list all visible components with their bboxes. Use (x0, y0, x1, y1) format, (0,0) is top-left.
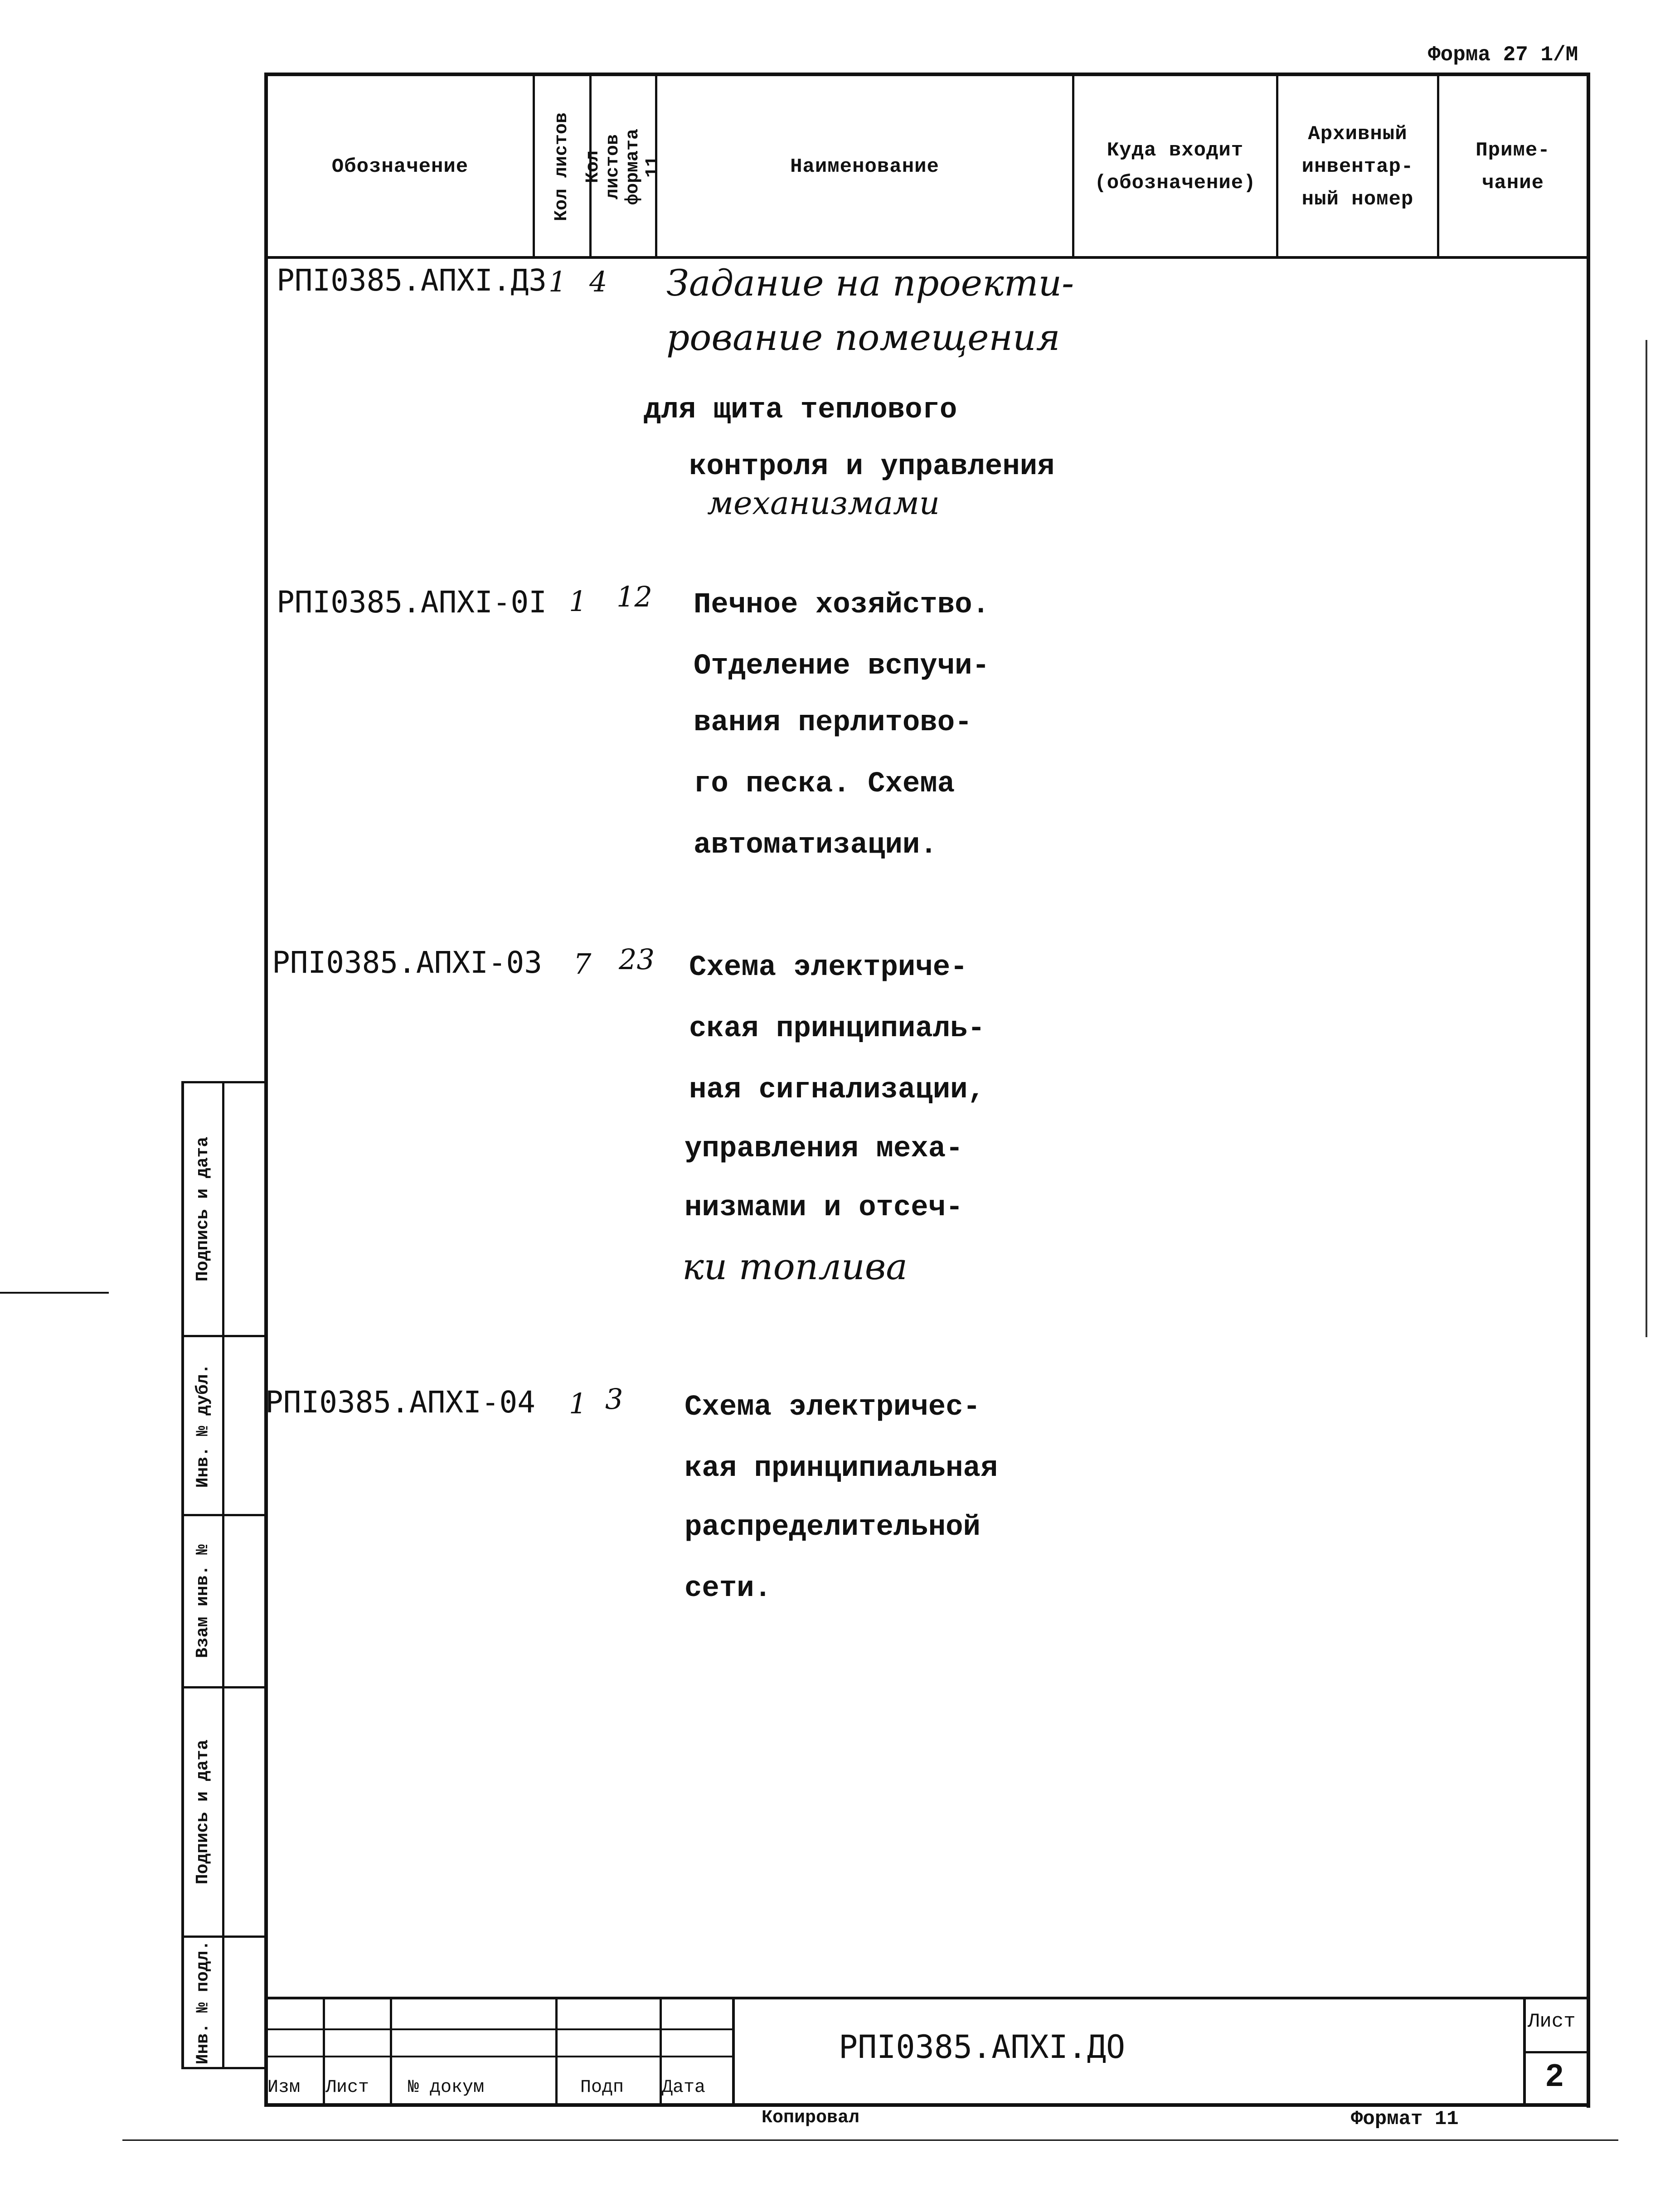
header-sheets-format: Кол листов формата 11 (583, 128, 663, 205)
title-block-top (264, 1997, 1589, 1999)
row-name-line: управления меха- (685, 1133, 963, 1165)
cut-line (122, 2139, 1618, 2141)
title-block-row-1 (264, 2028, 733, 2030)
row-name-line: Схема электриче- (689, 951, 968, 984)
row-code: РПI0385.АПХI-04 (265, 1385, 536, 1420)
title-podp: Подп (580, 2077, 624, 2098)
side-stamp-vzam-inv: Взам инв. № (193, 1544, 213, 1658)
side-stamp-bottom (181, 2067, 266, 2069)
row-name-line: низмами и отсеч- (685, 1192, 963, 1224)
row-name-line: го песка. Схема (694, 768, 955, 800)
frame-left (264, 73, 268, 2103)
footer-format: Формат 11 (1351, 2108, 1459, 2130)
title-data: Дата (662, 2077, 706, 2098)
row-name-line: Схема электричес- (685, 1391, 981, 1424)
side-stamp-mid (222, 1081, 224, 2069)
row-name-line: вания перлитово- (694, 707, 972, 739)
side-stamp-inv-podl: Инв. № подл. (193, 1940, 213, 2065)
row-sheets: 1 (569, 1387, 587, 1420)
row-format-sheets: 23 (619, 943, 655, 976)
row-name-line: Отделение вспучи- (694, 650, 990, 683)
footer-copied: Копировал (762, 2108, 860, 2128)
title-sheet-number: 2 (1546, 2057, 1563, 2093)
title-block-sheet-div (1523, 2051, 1589, 2053)
frame-bottom (264, 2103, 1590, 2107)
right-margin-line (1646, 340, 1647, 1337)
row-name-line: ная сигнализации, (689, 1074, 985, 1106)
row-format-sheets: 12 (617, 580, 652, 613)
row-code: РПI0385.АПХI-0I (277, 585, 547, 620)
row-format-sheets: 3 (605, 1382, 623, 1416)
title-sheet-label: Лист (1528, 2010, 1576, 2033)
row-name-line: распределительной (685, 1511, 981, 1544)
row-sheets: 1 (549, 265, 567, 298)
title-izm: Изм (267, 2077, 301, 2098)
row-format-sheets: 4 (589, 265, 607, 298)
form-label: Форма 27 1/М (1428, 43, 1578, 67)
header-sheets-count: Кол листов (552, 112, 573, 221)
title-designation: РПI0385.АПХI.ДО (839, 2028, 1126, 2066)
row-name-line: сети. (685, 1572, 772, 1605)
header-where-used: Куда входит (обозначение) (1094, 139, 1256, 194)
row-name-line: механизмами (707, 485, 940, 522)
title-block-row-2 (264, 2056, 733, 2057)
margin-line (0, 1292, 109, 1294)
row-name-line: Печное хозяйство. (694, 589, 990, 621)
row-name-line: контроля и управления (689, 451, 1055, 483)
title-block-col-1 (323, 1997, 325, 2105)
frame-top (264, 73, 1589, 76)
header-bottom-line (264, 256, 1589, 259)
header-name: Наименование (790, 155, 939, 178)
row-sheets: 7 (573, 947, 592, 980)
row-name-line: ская принципиаль- (689, 1013, 985, 1045)
title-doc-no: № докум (408, 2077, 485, 2098)
title-list: Лист (325, 2077, 369, 2098)
header-designation: Обозначение (331, 155, 469, 178)
row-code: РПI0385.АПХI-03 (272, 945, 543, 980)
side-stamp-inv-dubl: Инв. № дубл. (193, 1363, 213, 1488)
side-stamp-sign-date-2: Подпись и дата (193, 1739, 213, 1885)
row-name-line: кая принципиальная (685, 1452, 998, 1485)
row-name-line: ки топлива (682, 1246, 908, 1288)
row-name-line: Задание на проекти- (666, 262, 1074, 304)
side-stamp-sign-date-1: Подпись и дата (193, 1136, 213, 1282)
title-block-col-2 (390, 1997, 392, 2105)
row-code: РПI0385.АПХI.ДЗ (277, 263, 547, 298)
title-block-col-5 (732, 1997, 735, 2105)
row-sheets: 1 (569, 585, 587, 618)
title-block-col-3 (555, 1997, 558, 2105)
row-name-line: рование помещения (666, 316, 1060, 359)
header-archive: Архивный инвентар- ный номер (1301, 122, 1414, 211)
frame-right (1587, 73, 1590, 2108)
header-note: Приме- чание (1476, 139, 1550, 194)
row-name-line: автоматизации. (694, 829, 937, 862)
row-name-line: для щита теплового (644, 394, 957, 427)
